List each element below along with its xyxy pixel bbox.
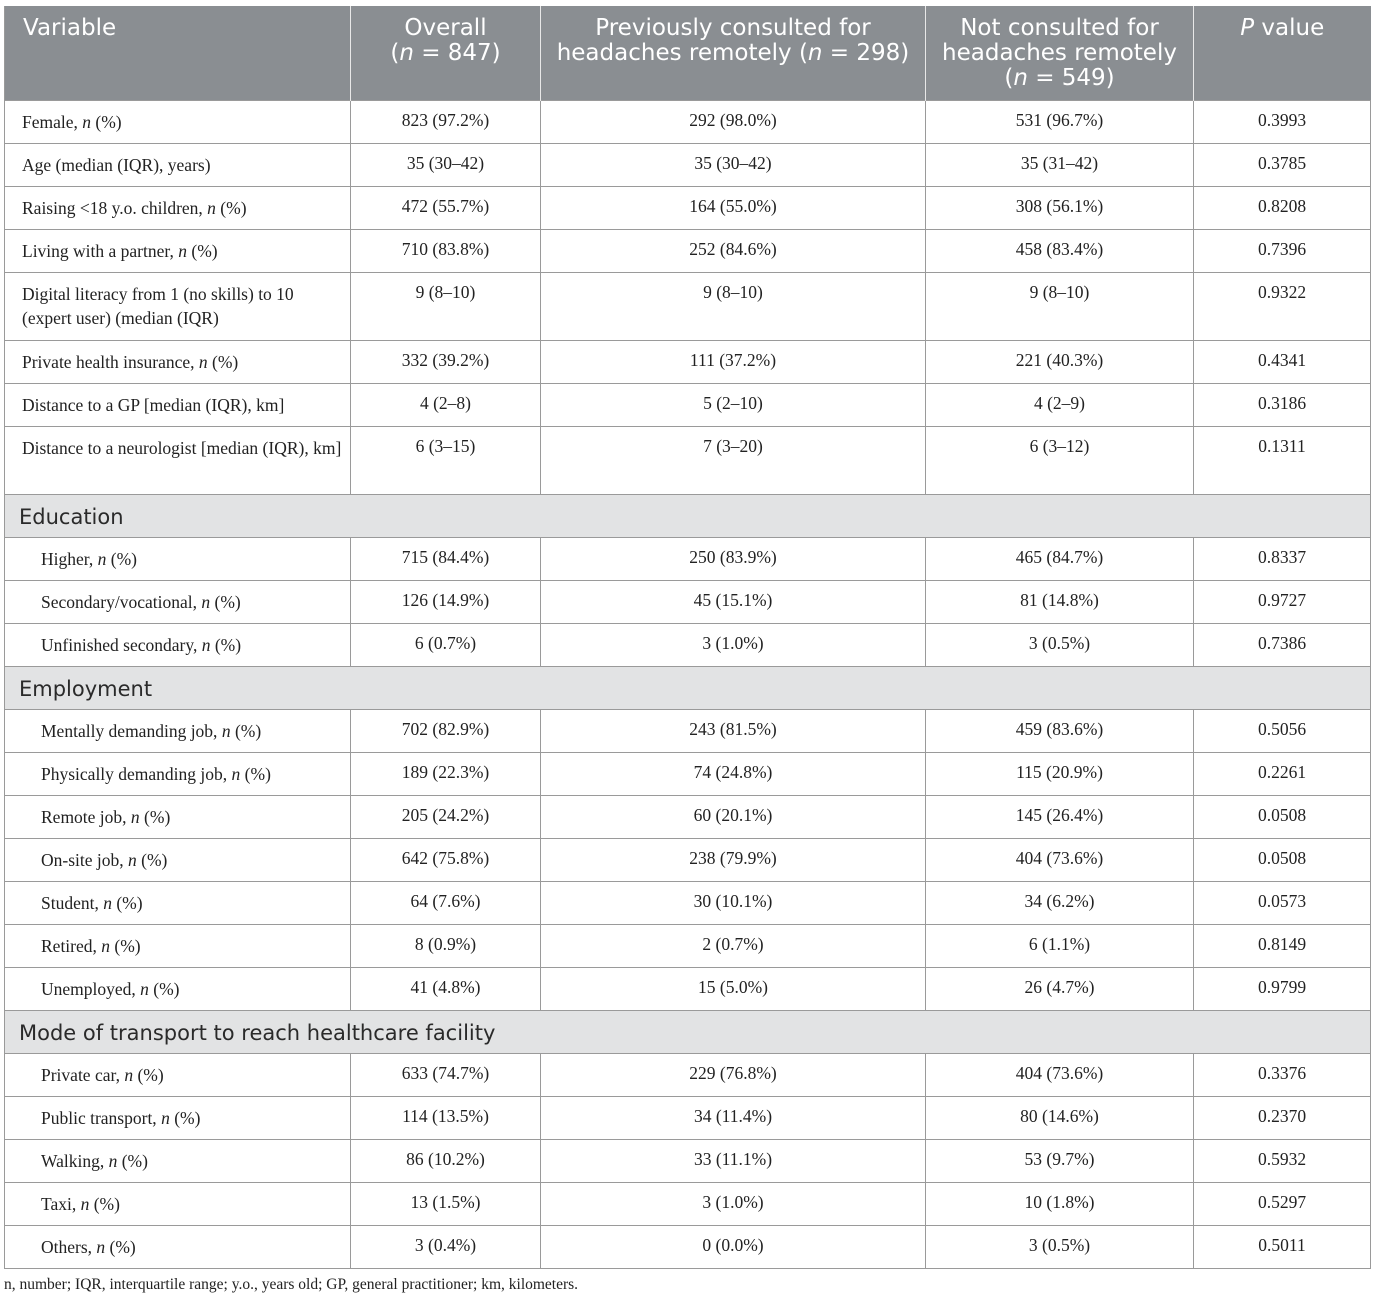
label-suffix: (%) (210, 591, 241, 612)
row-label (5, 967, 351, 1010)
header-consulted: Previously consulted for headaches remotely (n = 298) (541, 6, 926, 100)
table-row (5, 1053, 1371, 1096)
table-row (5, 229, 1371, 272)
label-n: n (96, 1236, 106, 1257)
cell-overall: 710 (83.8%) (351, 229, 541, 272)
cell-not-consulted: 53 (9.7%) (926, 1139, 1194, 1182)
label-suffix: (%) (139, 806, 171, 827)
header-overall: Overall (n = 847) (351, 6, 541, 100)
cell-not-consulted: 4 (2–9) (926, 383, 1194, 426)
row-label (5, 100, 351, 143)
row-label (5, 924, 351, 967)
cell-overall: 189 (22.3%) (351, 752, 541, 795)
header-pvalue: P value (1194, 6, 1371, 100)
label-n: n (221, 720, 231, 741)
cell-consulted: 74 (24.8%) (541, 752, 926, 795)
row-label (5, 272, 351, 340)
row-label (5, 537, 351, 580)
row-label (5, 383, 351, 426)
label-suffix: (%) (207, 351, 239, 372)
label-suffix: (%) (215, 197, 247, 218)
cell-not-consulted: 531 (96.7%) (926, 100, 1194, 143)
label-suffix: (%) (133, 1064, 164, 1085)
cell-pvalue: 0.3785 (1194, 143, 1371, 186)
section-row-education (5, 494, 1371, 537)
label-text: Secondary/vocational, (41, 591, 202, 612)
row-label (5, 1053, 351, 1096)
cell-pvalue: 0.9727 (1194, 580, 1371, 623)
cell-pvalue: 0.3376 (1194, 1053, 1371, 1096)
label-text: Private health insurance, (22, 351, 199, 372)
label-n: n (231, 763, 241, 784)
cell-overall: 642 (75.8%) (351, 838, 541, 881)
label-text: Raising <18 y.o. children, (22, 197, 208, 218)
cell-consulted: 238 (79.9%) (541, 838, 926, 881)
cell-overall: 35 (30–42) (351, 143, 541, 186)
cell-overall: 3 (0.4%) (351, 1225, 541, 1268)
cell-overall: 823 (97.2%) (351, 100, 541, 143)
cell-overall: 472 (55.7%) (351, 186, 541, 229)
row-label (5, 1225, 351, 1268)
row-label (5, 1096, 351, 1139)
table-row (5, 383, 1371, 426)
cell-consulted: 35 (30–42) (541, 143, 926, 186)
label-n: n (82, 111, 92, 132)
cell-not-consulted: 404 (73.6%) (926, 838, 1194, 881)
label-suffix: (%) (169, 1107, 201, 1128)
label-n: n (128, 849, 137, 870)
label-n: n (103, 892, 112, 913)
cell-pvalue: 0.1311 (1194, 426, 1371, 494)
cell-pvalue: 0.3993 (1194, 100, 1371, 143)
label-text: Higher, (41, 548, 98, 569)
cell-pvalue: 0.2261 (1194, 752, 1371, 795)
label-suffix: (%) (91, 111, 122, 132)
row-label (5, 709, 351, 752)
table-row (5, 537, 1371, 580)
table-row (5, 1096, 1371, 1139)
table-row (5, 795, 1371, 838)
cell-consulted: 164 (55.0%) (541, 186, 926, 229)
cell-overall: 41 (4.8%) (351, 967, 541, 1010)
cell-overall: 702 (82.9%) (351, 709, 541, 752)
label-text: Physically demanding job, (41, 763, 232, 784)
cell-pvalue: 0.5297 (1194, 1182, 1371, 1225)
label-suffix: (%) (105, 1236, 136, 1257)
row-label (5, 1182, 351, 1225)
cell-not-consulted: 34 (6.2%) (926, 881, 1194, 924)
cell-pvalue: 0.4341 (1194, 340, 1371, 383)
cell-overall: 205 (24.2%) (351, 795, 541, 838)
cell-overall: 9 (8–10) (351, 272, 541, 340)
cell-consulted: 5 (2–10) (541, 383, 926, 426)
cell-consulted: 34 (11.4%) (541, 1096, 926, 1139)
cell-not-consulted: 459 (83.6%) (926, 709, 1194, 752)
section-title: Mode of transport to reach healthcare facility (5, 1010, 1371, 1053)
label-suffix: (%) (230, 720, 262, 741)
cell-not-consulted: 465 (84.7%) (926, 537, 1194, 580)
label-n: n (130, 806, 140, 827)
table-footnote: n, number; IQR, interquartile range; y.o., years old; GP, general practitioner; km, kilometers. (4, 1276, 579, 1293)
cell-pvalue: 0.0508 (1194, 838, 1371, 881)
table-row (5, 967, 1371, 1010)
cell-not-consulted: 35 (31–42) (926, 143, 1194, 186)
label-text: Retired, (41, 935, 102, 956)
label-n: n (140, 978, 149, 999)
cell-consulted: 30 (10.1%) (541, 881, 926, 924)
label-text: Private car, (41, 1064, 125, 1085)
cell-not-consulted: 10 (1.8%) (926, 1182, 1194, 1225)
cell-not-consulted: 80 (14.6%) (926, 1096, 1194, 1139)
label-n: n (108, 1150, 118, 1171)
table-row (5, 143, 1371, 186)
label-suffix: (%) (89, 1193, 120, 1214)
cell-consulted: 111 (37.2%) (541, 340, 926, 383)
cell-overall: 8 (0.9%) (351, 924, 541, 967)
section-title: Employment (5, 666, 1371, 709)
cell-consulted: 0 (0.0%) (541, 1225, 926, 1268)
cell-pvalue: 0.3186 (1194, 383, 1371, 426)
table-row (5, 881, 1371, 924)
label-text: Living with a partner, (22, 240, 179, 261)
cell-overall: 332 (39.2%) (351, 340, 541, 383)
demographics-table (4, 6, 1371, 1269)
cell-consulted: 3 (1.0%) (541, 623, 926, 666)
table-row (5, 838, 1371, 881)
cell-not-consulted: 81 (14.8%) (926, 580, 1194, 623)
cell-pvalue: 0.7396 (1194, 229, 1371, 272)
header-row (5, 6, 1371, 100)
label-n: n (207, 197, 216, 218)
label-n: n (161, 1107, 170, 1128)
row-label (5, 426, 351, 494)
cell-overall: 4 (2–8) (351, 383, 541, 426)
table-row (5, 1225, 1371, 1268)
cell-not-consulted: 9 (8–10) (926, 272, 1194, 340)
label-n: n (201, 591, 211, 612)
label-text: Unfinished secondary, (41, 634, 202, 655)
label-text: On-site job, (41, 849, 129, 870)
cell-consulted: 3 (1.0%) (541, 1182, 926, 1225)
cell-pvalue: 0.8337 (1194, 537, 1371, 580)
row-label (5, 580, 351, 623)
label-suffix: (%) (210, 634, 242, 655)
label-text: Mentally demanding job, (41, 720, 222, 741)
cell-pvalue: 0.8149 (1194, 924, 1371, 967)
cell-pvalue: 0.0508 (1194, 795, 1371, 838)
cell-not-consulted: 6 (1.1%) (926, 924, 1194, 967)
label-n: n (101, 935, 111, 956)
table-row (5, 623, 1371, 666)
label-suffix: (%) (240, 763, 271, 784)
row-label (5, 229, 351, 272)
cell-consulted: 243 (81.5%) (541, 709, 926, 752)
cell-pvalue: 0.0573 (1194, 881, 1371, 924)
label-n: n (198, 351, 208, 372)
cell-pvalue: 0.7386 (1194, 623, 1371, 666)
label-suffix: (%) (111, 892, 143, 913)
row-label (5, 752, 351, 795)
cell-consulted: 15 (5.0%) (541, 967, 926, 1010)
row-label (5, 143, 351, 186)
label-suffix: (%) (187, 240, 218, 261)
label-text: Taxi, (41, 1193, 81, 1214)
cell-consulted: 45 (15.1%) (541, 580, 926, 623)
label-text: Distance to a GP [median (IQR), km] (22, 394, 285, 415)
cell-overall: 633 (74.7%) (351, 1053, 541, 1096)
cell-not-consulted: 3 (0.5%) (926, 1225, 1194, 1268)
table-row (5, 1139, 1371, 1182)
cell-pvalue: 0.8208 (1194, 186, 1371, 229)
label-text: Others, (41, 1236, 97, 1257)
cell-consulted: 7 (3–20) (541, 426, 926, 494)
table-row (5, 186, 1371, 229)
cell-not-consulted: 404 (73.6%) (926, 1053, 1194, 1096)
table-row (5, 100, 1371, 143)
label-suffix: (%) (110, 935, 141, 956)
cell-consulted: 33 (11.1%) (541, 1139, 926, 1182)
table-row (5, 1182, 1371, 1225)
section-row-employment (5, 666, 1371, 709)
label-text: Unemployed, (41, 978, 141, 999)
cell-overall: 126 (14.9%) (351, 580, 541, 623)
label-text: Remote job, (41, 806, 131, 827)
cell-not-consulted: 26 (4.7%) (926, 967, 1194, 1010)
cell-consulted: 229 (76.8%) (541, 1053, 926, 1096)
table-row (5, 709, 1371, 752)
cell-consulted: 9 (8–10) (541, 272, 926, 340)
label-suffix: (%) (117, 1150, 148, 1171)
cell-consulted: 60 (20.1%) (541, 795, 926, 838)
table-row (5, 924, 1371, 967)
cell-overall: 6 (3–15) (351, 426, 541, 494)
table-row (5, 580, 1371, 623)
cell-not-consulted: 145 (26.4%) (926, 795, 1194, 838)
cell-pvalue: 0.5056 (1194, 709, 1371, 752)
cell-overall: 114 (13.5%) (351, 1096, 541, 1139)
label-suffix: (%) (148, 978, 180, 999)
label-text: Female, (22, 111, 83, 132)
cell-consulted: 252 (84.6%) (541, 229, 926, 272)
label-n: n (201, 634, 211, 655)
cell-consulted: 250 (83.9%) (541, 537, 926, 580)
table-row (5, 426, 1371, 494)
label-suffix: (%) (106, 548, 138, 569)
section-row-transport (5, 1010, 1371, 1053)
table-row (5, 340, 1371, 383)
row-label (5, 186, 351, 229)
cell-pvalue: 0.9322 (1194, 272, 1371, 340)
label-n: n (124, 1064, 134, 1085)
label-n: n (178, 240, 188, 261)
table-row (5, 752, 1371, 795)
cell-pvalue: 0.5932 (1194, 1139, 1371, 1182)
label-n: n (80, 1193, 90, 1214)
row-label (5, 1139, 351, 1182)
cell-not-consulted: 115 (20.9%) (926, 752, 1194, 795)
row-label (5, 795, 351, 838)
cell-not-consulted: 221 (40.3%) (926, 340, 1194, 383)
cell-overall: 715 (84.4%) (351, 537, 541, 580)
cell-pvalue: 0.5011 (1194, 1225, 1371, 1268)
cell-overall: 64 (7.6%) (351, 881, 541, 924)
label-text: Age (median (IQR), years) (22, 154, 211, 175)
row-label (5, 838, 351, 881)
label-n: n (97, 548, 107, 569)
label-text: Student, (41, 892, 104, 913)
cell-overall: 86 (10.2%) (351, 1139, 541, 1182)
section-title: Education (5, 494, 1371, 537)
cell-pvalue: 0.9799 (1194, 967, 1371, 1010)
row-label (5, 623, 351, 666)
cell-not-consulted: 308 (56.1%) (926, 186, 1194, 229)
label-text: Walking, (41, 1150, 109, 1171)
label-text: Public transport, (41, 1107, 162, 1128)
label-suffix: (%) (136, 849, 168, 870)
cell-overall: 13 (1.5%) (351, 1182, 541, 1225)
cell-pvalue: 0.2370 (1194, 1096, 1371, 1139)
table-container (4, 6, 1370, 1269)
cell-consulted: 292 (98.0%) (541, 100, 926, 143)
cell-consulted: 2 (0.7%) (541, 924, 926, 967)
row-label (5, 340, 351, 383)
cell-not-consulted: 6 (3–12) (926, 426, 1194, 494)
row-label (5, 881, 351, 924)
table-row (5, 272, 1371, 340)
cell-not-consulted: 3 (0.5%) (926, 623, 1194, 666)
cell-not-consulted: 458 (83.4%) (926, 229, 1194, 272)
header-variable: Variable (5, 6, 351, 100)
label-text: Distance to a neurologist [median (IQR), km] (22, 437, 342, 458)
label-text: Digital literacy from 1 (no skills) to 10 (expert user) (median (IQR) (22, 283, 294, 328)
cell-overall: 6 (0.7%) (351, 623, 541, 666)
header-not-consulted: Not consulted for headaches remotely (n = 549) (926, 6, 1194, 100)
